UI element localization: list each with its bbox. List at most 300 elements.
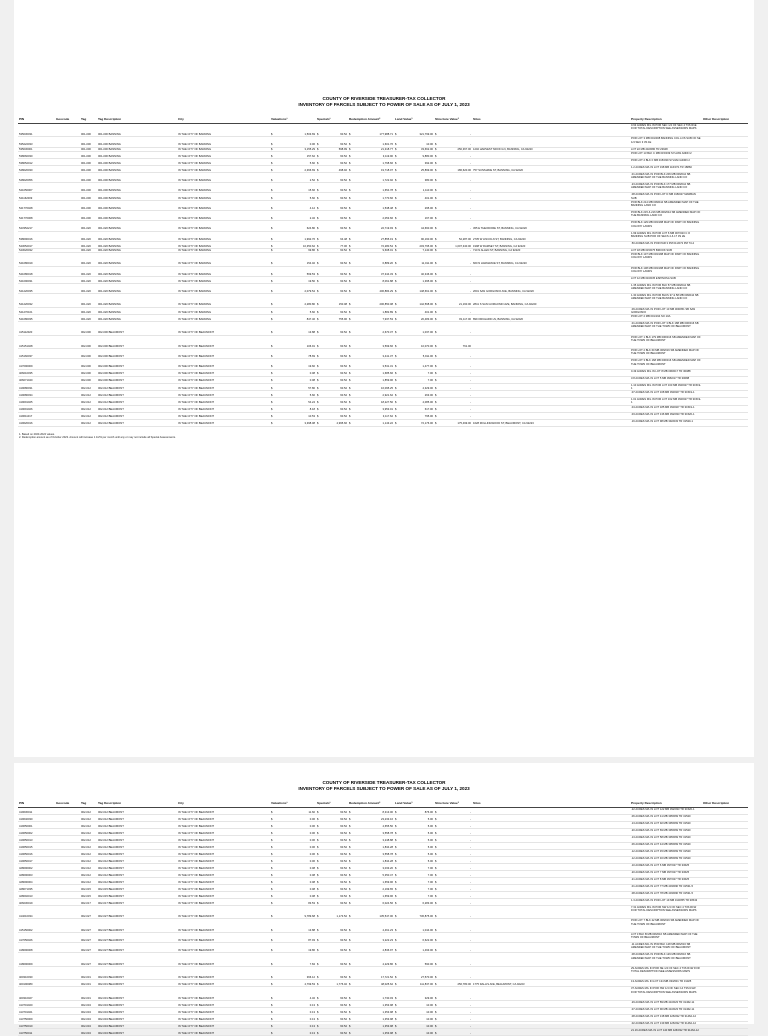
structure-value-cell-value: 81,117.00	[459, 317, 471, 321]
land-value-cell-value: 10.00	[426, 1031, 433, 1035]
currency-sign: $	[271, 196, 273, 200]
currency-sign: $	[349, 962, 351, 966]
specials-cell-value: 60.52	[340, 408, 347, 412]
specials-cell	[316, 322, 348, 336]
currency-sign: $	[271, 1017, 273, 1021]
property-description-cell: .08 ACRES M/L IN LOT 138 MB 426/032 TR 31462-12	[630, 1014, 702, 1021]
currency-sign: $	[271, 866, 273, 870]
specials-cell	[316, 898, 348, 905]
specials-cell	[316, 200, 348, 210]
tag-cell: 002-012	[80, 398, 97, 406]
other-description-cell	[702, 276, 748, 283]
pin-cell: 541220032	[18, 294, 55, 308]
currency-sign: $	[317, 344, 319, 348]
situs-cell: 1628 ROLLINGWOOD ST, BEAUMONT, CA 92223	[472, 419, 630, 426]
redemption-cell	[348, 1014, 394, 1021]
structure-value-cell-value: 21,160.00	[459, 303, 471, 307]
currency-sign: $	[317, 279, 319, 283]
currency-sign: $	[395, 272, 397, 276]
pin-cell: 541270101	[18, 307, 55, 315]
redemption-cell	[348, 898, 394, 905]
property-description-cell: .20 ACRES M/L IN LOT 7 MB 397/027 TR 33625	[630, 870, 702, 877]
valuation-cell	[270, 172, 316, 182]
redemption-cell-value: 18,227.50	[381, 401, 393, 405]
valuation-cell-value: 87.93	[308, 938, 315, 942]
currency-sign: $	[435, 237, 437, 241]
redemption-cell	[348, 807, 394, 814]
currency-sign: $	[435, 1017, 437, 1021]
city-cell: IN THE CITY OF BEAUMONT	[177, 1014, 270, 1021]
structure-value-cell	[434, 412, 472, 419]
structure-value-cell	[434, 807, 472, 814]
currency-sign: $	[271, 838, 273, 842]
valuation-cell	[270, 276, 316, 283]
currency-sign: $	[317, 189, 319, 193]
structure-value-cell-value: -	[470, 248, 471, 252]
valuation-cell-value: 5.60	[309, 310, 315, 314]
specials-cell-value: 60.52	[340, 379, 347, 383]
city-cell: IN THE CITY OF BANNING	[177, 283, 270, 293]
currency-sign: $	[317, 386, 319, 390]
tag-description-cell: 002-012 BEAUMONT	[97, 398, 177, 406]
valuation-cell-value: 4.32	[309, 996, 315, 1000]
specials-cell	[316, 359, 348, 369]
redemption-cell-value: 4,836.97	[382, 949, 393, 953]
city-cell: IN THE CITY OF BEAUMONT	[177, 943, 270, 953]
city-cell: IN THE CITY OF BEAUMONT	[177, 359, 270, 369]
valuation-cell-value: 57.80	[308, 386, 315, 390]
redemption-cell-value: 1,353.98	[382, 1003, 393, 1007]
geocode-cell	[55, 1007, 80, 1014]
city-cell: IN THE CITY OF BANNING	[177, 158, 270, 165]
valuation-cell-value: 4,799.53	[304, 983, 315, 987]
property-description-cell: POR LOT 2 BLK 60 MB 006/016 SB AMENDED MAP OF THE TOWN OF BEAUMONT	[630, 349, 702, 359]
geocode-cell	[55, 335, 80, 349]
column-header: Tag	[80, 118, 97, 123]
tag-cell: 001-000	[80, 123, 97, 137]
currency-sign: $	[317, 248, 319, 252]
situs-cell	[472, 123, 630, 137]
redemption-cell-value: 135,547.00	[379, 915, 393, 919]
specials-cell-value: 60.52	[340, 1017, 347, 1021]
pin-cell: 541080035	[18, 315, 55, 322]
city-cell: IN THE CITY OF BEAUMONT	[177, 335, 270, 349]
structure-value-cell-value: 186,620.00	[457, 168, 471, 172]
currency-sign: $	[435, 873, 437, 877]
table-row	[18, 932, 748, 942]
tag-description-cell: 002-012 BEAUMONT	[97, 863, 177, 870]
specials-cell	[316, 241, 348, 248]
tag-cell: 001-020	[80, 315, 97, 322]
situs-cell: 455 E THEODORE ST, BANNING, CA 92220	[472, 221, 630, 231]
structure-value-cell	[434, 123, 472, 137]
currency-sign: $	[395, 1017, 397, 1021]
land-value-cell	[394, 966, 434, 980]
other-description-cell	[702, 943, 748, 953]
currency-sign: $	[317, 206, 319, 210]
redemption-cell	[348, 919, 394, 933]
table-row	[18, 315, 748, 322]
structure-value-cell-value: -	[470, 831, 471, 835]
specials-cell	[316, 349, 348, 359]
land-value-cell-value: 876.00	[424, 810, 433, 814]
other-description-cell	[702, 335, 748, 349]
currency-sign: $	[271, 206, 273, 210]
situs-cell: 1998 W RAMSEY ST, BANNING, CA 92220	[472, 241, 630, 248]
specials-cell-value: 60.52	[340, 272, 347, 276]
valuation-cell	[270, 884, 316, 891]
currency-sign: $	[395, 244, 397, 248]
currency-sign: $	[271, 1031, 273, 1035]
other-description-cell	[702, 807, 748, 814]
structure-value-cell	[434, 1007, 472, 1014]
valuation-cell-value: 13.88	[308, 928, 315, 932]
redemption-cell-value: 3,248.88	[382, 838, 393, 842]
currency-sign: $	[349, 1003, 351, 1007]
other-description-cell	[702, 828, 748, 835]
currency-sign: $	[435, 810, 437, 814]
tag-description-cell: 001-000 BANNING	[97, 158, 177, 165]
structure-value-cell-value: -	[470, 838, 471, 842]
situs-cell	[472, 211, 630, 221]
currency-sign: $	[271, 262, 273, 266]
tag-description-cell: 002-012 BEAUMONT	[97, 383, 177, 391]
currency-sign: $	[349, 894, 351, 898]
currency-sign: $	[435, 894, 437, 898]
currency-sign: $	[349, 938, 351, 942]
valuation-cell	[270, 412, 316, 419]
city-cell: IN THE CITY OF BEAUMONT	[177, 412, 270, 419]
pin-cell: 538052012	[18, 158, 55, 165]
table-row	[18, 369, 748, 376]
valuation-cell	[270, 1021, 316, 1028]
specials-cell	[316, 283, 348, 293]
table-row	[18, 953, 748, 967]
property-description-cell: .06 ACRES M/L IN LOT 41 MB 395/069 TR 31520	[630, 814, 702, 821]
currency-sign: $	[317, 1003, 319, 1007]
pin-cell: 417050026	[18, 932, 55, 942]
land-value-cell	[394, 943, 434, 953]
tag-cell: 002-027	[80, 943, 97, 953]
structure-value-cell-value: -	[470, 372, 471, 376]
land-value-cell-value: 401.00	[424, 310, 433, 314]
currency-sign: $	[271, 154, 273, 158]
other-description-cell	[702, 183, 748, 193]
situs-cell	[472, 276, 630, 283]
geocode-cell	[55, 241, 80, 248]
specials-cell-value: 60.52	[340, 161, 347, 165]
structure-value-cell	[434, 828, 472, 835]
specials-cell-value: 60.52	[340, 393, 347, 397]
currency-sign: $	[435, 196, 437, 200]
structure-value-cell-value: 175,499.00	[457, 422, 471, 426]
page-header	[14, 763, 754, 791]
specials-cell	[316, 891, 348, 898]
table-row	[18, 294, 748, 308]
currency-sign: $	[271, 887, 273, 891]
structure-value-cell	[434, 183, 472, 193]
situs-cell	[472, 863, 630, 870]
redemption-cell	[348, 253, 394, 267]
currency-sign: $	[317, 866, 319, 870]
redemption-cell-value: 6,889.20	[382, 262, 393, 266]
other-description-cell	[702, 172, 748, 182]
property-description-cell: 21.16 ACRES M/L IN LOT 140 MB 426/032 TR 31462-12	[630, 1028, 702, 1035]
tag-description-cell: 002-012 BEAUMONT	[97, 856, 177, 863]
currency-sign: $	[395, 317, 397, 321]
currency-sign: $	[317, 303, 319, 307]
table-row	[18, 1028, 748, 1035]
land-value-cell	[394, 412, 434, 419]
column-header: Redemption Amount²	[348, 118, 394, 123]
redemption-cell-value: 1,143.22	[382, 422, 393, 426]
valuation-cell	[270, 221, 316, 231]
geocode-cell	[55, 172, 80, 182]
currency-sign: $	[435, 838, 437, 842]
land-value-cell	[394, 137, 434, 147]
table-row	[18, 172, 748, 182]
structure-value-cell	[434, 980, 472, 987]
structure-value-cell-value: -	[470, 1031, 471, 1035]
currency-sign: $	[395, 386, 397, 390]
land-value-cell-value: 7.00	[427, 372, 433, 376]
currency-sign: $	[395, 873, 397, 877]
currency-sign: $	[435, 310, 437, 314]
situs-cell	[472, 137, 630, 147]
currency-sign: $	[271, 852, 273, 856]
valuation-cell	[270, 200, 316, 210]
tag-cell: 001-020	[80, 231, 97, 241]
table-row	[18, 905, 748, 919]
geocode-cell	[55, 891, 80, 898]
property-description-cell: 1.30 ACRES M/L IN POR BLKS 37 & 58 MB 009/044 SB AMENDED MAP OF THE BANNING LAND CO	[630, 294, 702, 308]
other-description-cell	[702, 849, 748, 856]
geocode-cell	[55, 870, 80, 877]
geocode-cell	[55, 863, 80, 870]
valuation-cell	[270, 193, 316, 201]
city-cell: IN THE CITY OF BEAUMONT	[177, 419, 270, 426]
currency-sign: $	[271, 178, 273, 182]
specials-cell	[316, 376, 348, 383]
situs-cell	[472, 376, 630, 383]
land-value-cell-value: 321,799.00	[419, 133, 433, 137]
specials-cell	[316, 231, 348, 241]
land-value-cell	[394, 151, 434, 158]
currency-sign: $	[435, 938, 437, 942]
currency-sign: $	[435, 928, 437, 932]
valuation-cell-value: 3,398.08	[304, 422, 315, 426]
currency-sign: $	[349, 983, 351, 987]
table-row	[18, 870, 748, 877]
valuation-cell-value: 847.46	[306, 317, 315, 321]
currency-sign: $	[349, 289, 351, 293]
table-row	[18, 814, 748, 821]
currency-sign: $	[435, 817, 437, 821]
property-description-cell: .16 ACRES M/L IN LOT 98 MB 392/033 TR 31520-1	[630, 419, 702, 426]
currency-sign: $	[271, 976, 273, 980]
valuation-cell	[270, 1014, 316, 1021]
currency-sign: $	[435, 962, 437, 966]
land-value-cell	[394, 283, 434, 293]
currency-sign: $	[395, 880, 397, 884]
land-value-cell	[394, 294, 434, 308]
currency-sign: $	[317, 1010, 319, 1014]
tag-description-cell: 001-000 BANNING	[97, 165, 177, 172]
currency-sign: $	[349, 279, 351, 283]
pin-cell: 415150002	[18, 919, 55, 933]
currency-sign: $	[349, 331, 351, 335]
city-cell: IN THE CITY OF BEAUMONT	[177, 405, 270, 412]
specials-cell	[316, 419, 348, 426]
land-value-cell-value: 40,346.00	[421, 272, 433, 276]
column-header: Land Value³	[394, 118, 434, 123]
currency-sign: $	[349, 901, 351, 905]
currency-sign: $	[395, 415, 397, 419]
currency-sign: $	[349, 237, 351, 241]
structure-value-cell-value: -	[470, 962, 471, 966]
city-cell: IN THE CITY OF BEAUMONT	[177, 814, 270, 821]
other-description-cell	[702, 835, 748, 842]
redemption-cell-value: 6,024.56	[382, 901, 393, 905]
geocode-cell	[55, 294, 80, 308]
property-description-cell: 1.99 ACRES M/L IN POR LOT 6 MB 007/023 C O BANNING SUB POR OF SECS 4 & 17 3S 2E	[630, 231, 702, 241]
valuation-cell-value: 0.08	[309, 379, 315, 383]
valuation-cell	[270, 891, 316, 898]
pin-cell: 406071040	[18, 376, 55, 383]
city-cell: IN THE CITY OF BEAUMONT	[177, 821, 270, 828]
land-value-cell	[394, 322, 434, 336]
redemption-cell-value: 19,718.07	[381, 168, 393, 172]
redemption-cell	[348, 980, 394, 987]
structure-value-cell	[434, 221, 472, 231]
situs-cell	[472, 391, 630, 398]
specials-cell-value: 60.52	[340, 859, 347, 863]
pin-cell: 417090009	[18, 359, 55, 369]
land-value-cell	[394, 419, 434, 426]
structure-value-cell	[434, 835, 472, 842]
tag-description-cell: 002-000 BEAUMONT	[97, 349, 177, 359]
property-description-cell: .09 ACRES M/L IN POR LOT 13 MB 009/051 SB SAN GORGONIO	[630, 307, 702, 315]
land-value-cell	[394, 266, 434, 276]
redemption-cell	[348, 315, 394, 322]
currency-sign: $	[395, 310, 397, 314]
city-cell: IN THE CITY OF BEAUMONT	[177, 842, 270, 849]
tag-description-cell: 002-012 BEAUMONT	[97, 391, 177, 398]
city-cell: IN THE CITY OF BEAUMONT	[177, 953, 270, 967]
structure-value-cell-value: -	[470, 824, 471, 828]
currency-sign: $	[271, 161, 273, 165]
specials-cell-value: 60.52	[340, 845, 347, 849]
currency-sign: $	[349, 422, 351, 426]
specials-cell	[316, 335, 348, 349]
property-description-cell: .20 ACRES M/L IN LOT 69 MB 395/069 TR 31520	[630, 828, 702, 835]
property-description-cell: .04 ACRES M/L IN LOT 185 MB 393/027 TR 31519-1	[630, 405, 702, 412]
city-cell: IN THE CITY OF BANNING	[177, 165, 270, 172]
geocode-cell	[55, 369, 80, 376]
structure-value-cell-value: -	[470, 873, 471, 877]
land-value-cell-value: 7.00	[427, 866, 433, 870]
city-cell: IN THE CITY OF BANNING	[177, 248, 270, 252]
currency-sign: $	[435, 859, 437, 863]
valuation-cell-value: 0.08	[309, 880, 315, 884]
pin-cell: 419630011	[18, 807, 55, 814]
land-value-cell-value: 7.00	[427, 873, 433, 877]
land-value-cell	[394, 383, 434, 391]
currency-sign: $	[271, 824, 273, 828]
specials-cell-value: 60.52	[340, 880, 347, 884]
currency-sign: $	[435, 379, 437, 383]
specials-cell	[316, 932, 348, 942]
currency-sign: $	[271, 272, 273, 276]
city-cell: IN THE CITY OF BEAUMONT	[177, 905, 270, 919]
other-description-cell	[702, 987, 748, 1001]
geocode-cell	[55, 221, 80, 231]
currency-sign: $	[349, 824, 351, 828]
land-value-cell-value: 590.00	[424, 962, 433, 966]
currency-sign: $	[271, 831, 273, 835]
structure-value-cell	[434, 369, 472, 376]
currency-sign: $	[317, 1031, 319, 1035]
redemption-cell	[348, 391, 394, 398]
property-description-cell: .01 ACRES M/L IN POR BLK 206 MB 009/044 SB AMENDED MAP OF THE BANNING LAND CO	[630, 172, 702, 182]
valuation-cell-value: 624.80	[306, 227, 315, 231]
currency-sign: $	[435, 915, 437, 919]
property-description-cell: 3.8 ACRES M/L IN LOT 5 MB 096/017 TR 30088	[630, 376, 702, 383]
currency-sign: $	[435, 1010, 437, 1014]
currency-sign: $	[271, 817, 273, 821]
structure-value-cell	[434, 1021, 472, 1028]
table-row	[18, 335, 748, 349]
structure-value-cell	[434, 276, 472, 283]
situs-cell: 2841 S SAN GORGONIO AVE, BANNING, CA 92220	[472, 294, 630, 308]
tag-description-cell: 002-031 BEAUMONT	[97, 987, 177, 1001]
redemption-cell	[348, 877, 394, 884]
valuation-cell-value: 99.86	[308, 248, 315, 252]
tag-cell: 002-012	[80, 391, 97, 398]
currency-sign: $	[395, 901, 397, 905]
tag-description-cell: 002-012 BEAUMONT	[97, 870, 177, 877]
currency-sign: $	[395, 161, 397, 165]
redemption-cell-value: 3,558.78	[382, 852, 393, 856]
currency-sign: $	[435, 880, 437, 884]
land-value-cell	[394, 821, 434, 828]
valuation-cell	[270, 398, 316, 406]
other-description-cell	[702, 842, 748, 849]
redemption-cell-value: 9,608.01	[382, 248, 393, 252]
currency-sign: $	[317, 379, 319, 383]
currency-sign: $	[317, 237, 319, 241]
table-row	[18, 276, 748, 283]
specials-cell-value: 60.52	[340, 372, 347, 376]
table-row	[18, 980, 748, 987]
redemption-cell	[348, 1007, 394, 1014]
table-row	[18, 987, 748, 1001]
land-value-cell-value: 7.00	[427, 887, 433, 891]
currency-sign: $	[271, 415, 273, 419]
specials-cell	[316, 905, 348, 919]
other-description-cell	[702, 158, 748, 165]
other-description-cell	[702, 419, 748, 426]
redemption-cell	[348, 891, 394, 898]
property-description-cell: .07 ACRES M/L IN LOT 168 MB 393/027 TR 31519-1	[630, 391, 702, 398]
other-description-cell	[702, 200, 748, 210]
structure-value-cell	[434, 307, 472, 315]
tag-cell: 002-012	[80, 849, 97, 856]
city-cell: IN THE CITY OF BANNING	[177, 123, 270, 137]
currency-sign: $	[271, 401, 273, 405]
structure-value-cell-value: -	[470, 1010, 471, 1014]
valuation-cell-value: 2,079.54	[304, 289, 315, 293]
